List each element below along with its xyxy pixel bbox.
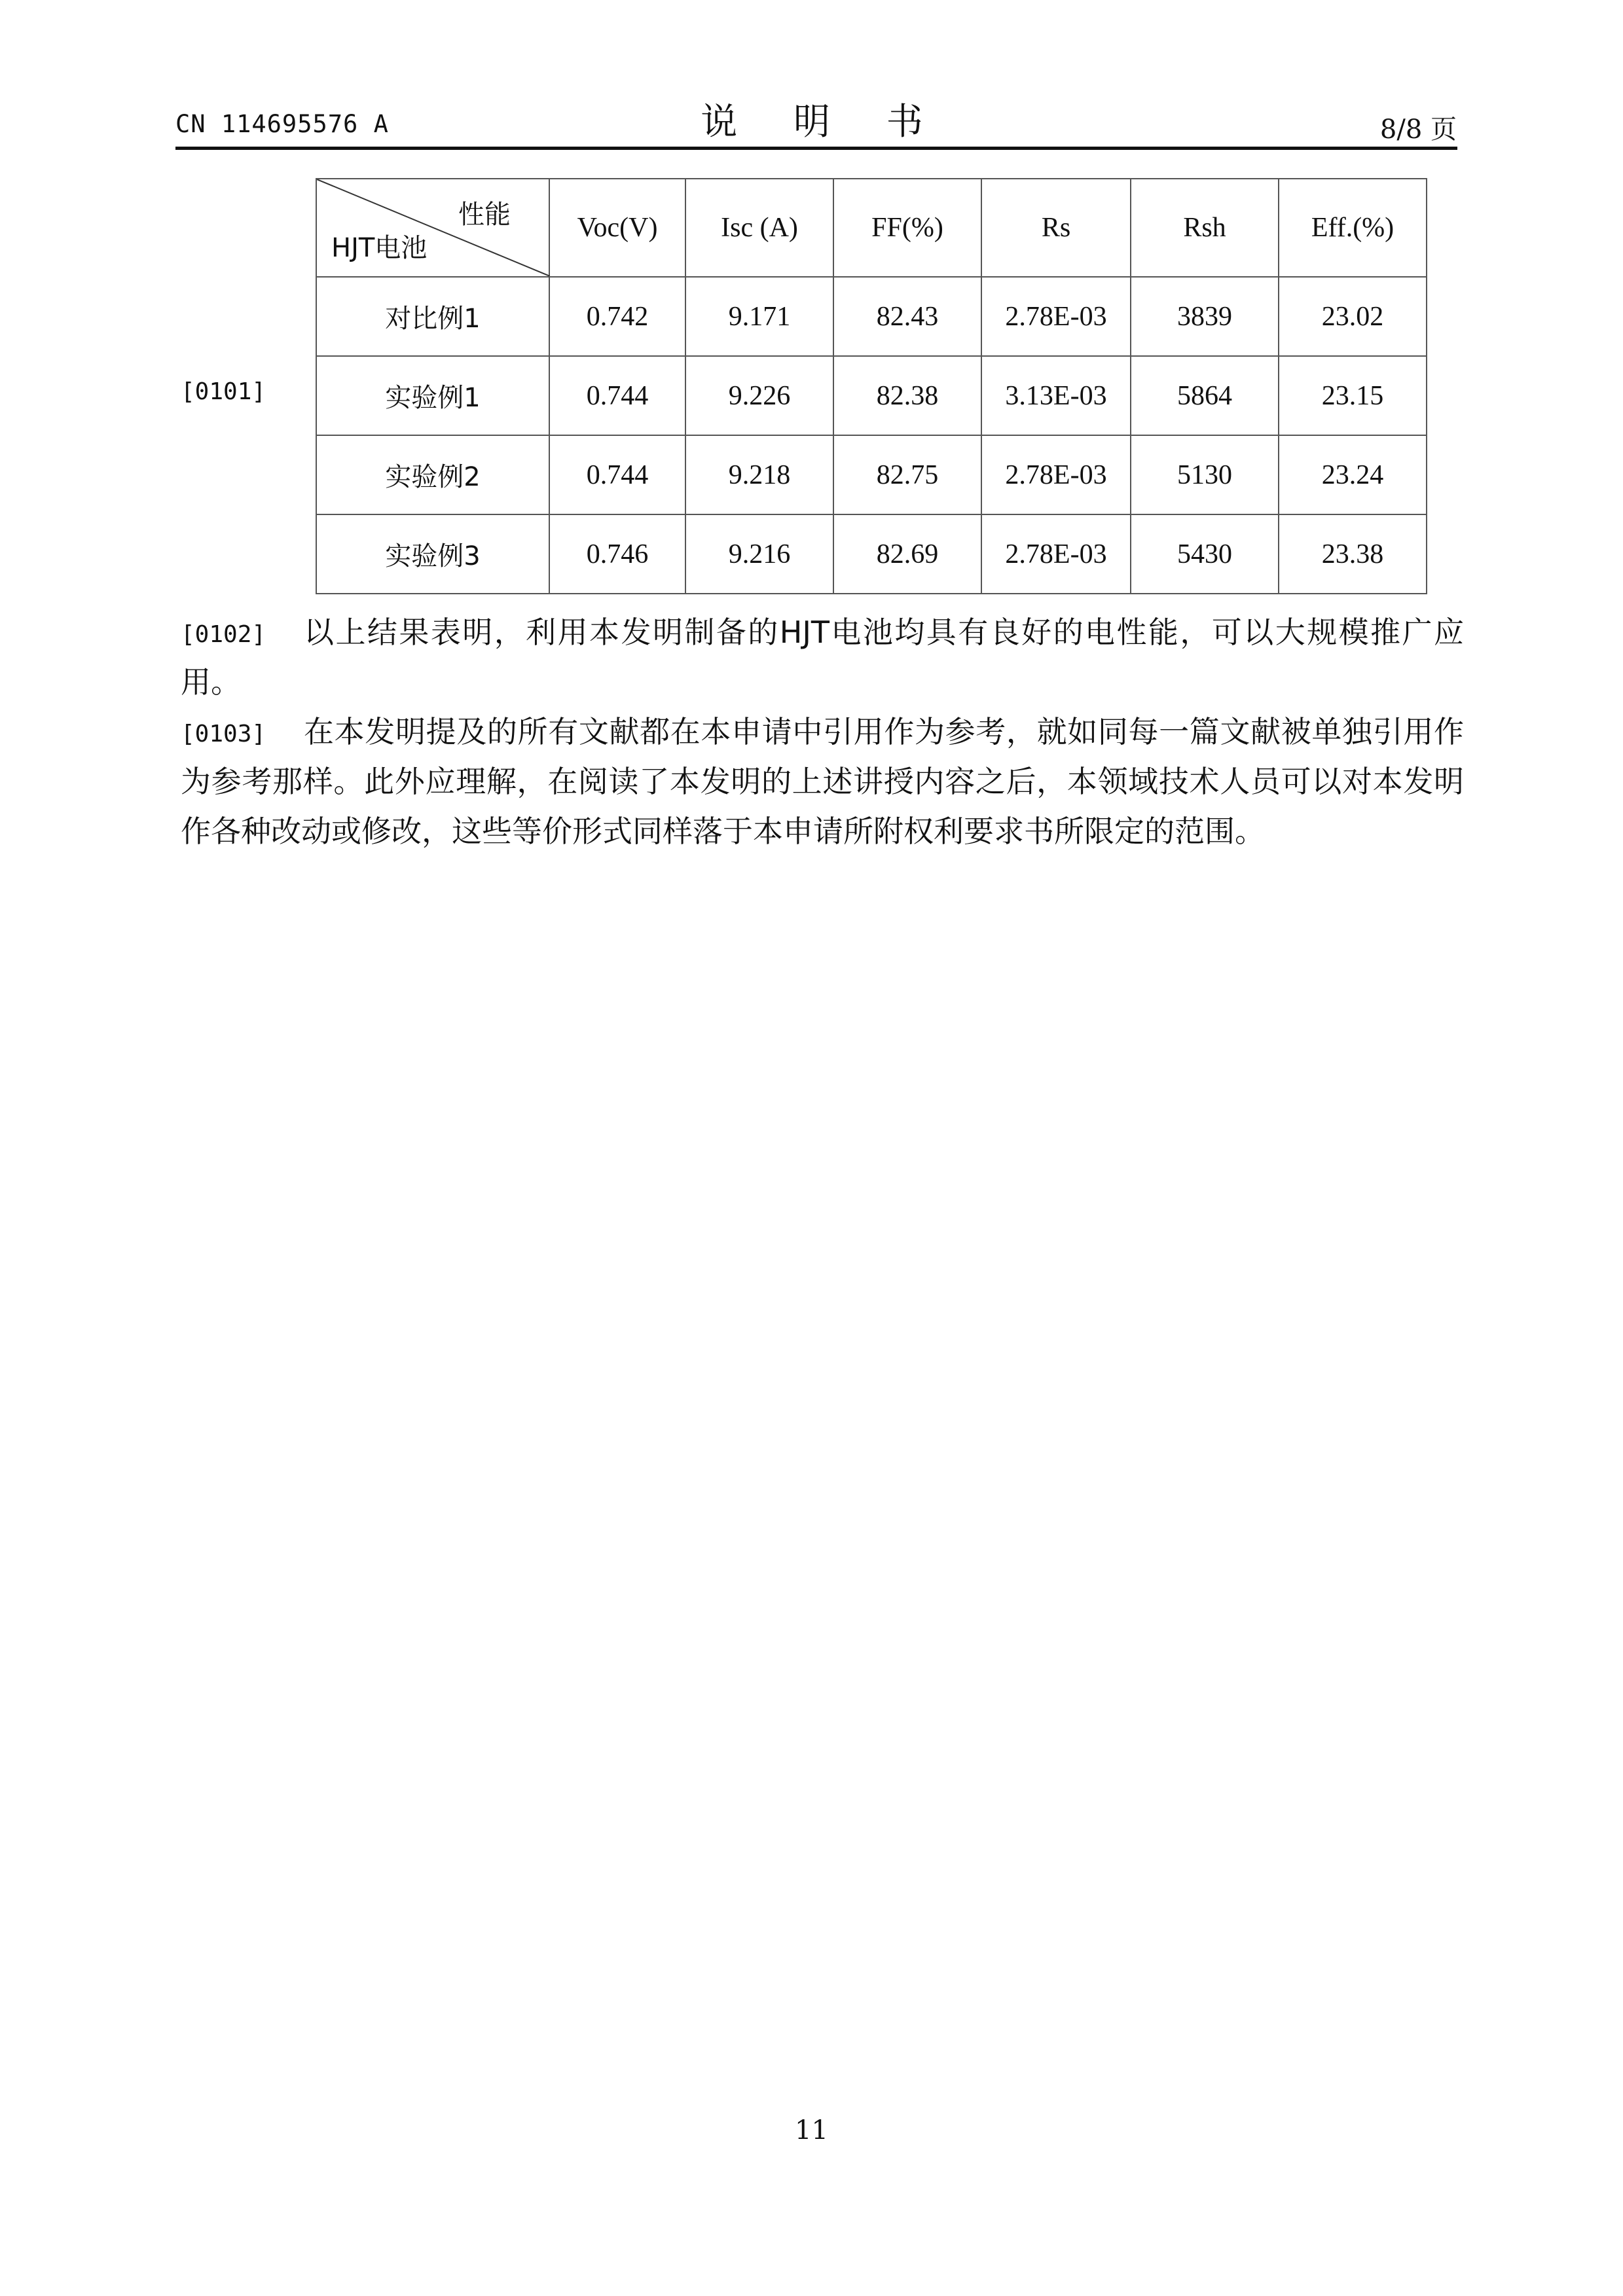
table-cell: 2.78E-03 — [981, 435, 1131, 514]
table-cell: 0.744 — [549, 356, 685, 435]
corner-label-cell-type: HJT电池 — [331, 233, 428, 263]
column-header: Eff.(%) — [1279, 179, 1427, 277]
paragraph-text: 以上结果表明，利用本发明制备的HJT电池均具有良好的电性能，可以大规模推广应用。 — [181, 615, 1464, 700]
table-header-row — [316, 179, 1427, 277]
row-label: 对比例1 — [316, 277, 549, 356]
table-cell: 23.38 — [1279, 514, 1427, 594]
performance-table — [316, 178, 1427, 594]
table-cell: 2.78E-03 — [981, 514, 1131, 594]
table-row — [316, 435, 1427, 514]
paragraph-number-0103: [0103] — [181, 721, 266, 747]
table-cell: 3839 — [1131, 277, 1279, 356]
page-indicator: 8/8 页 — [1379, 115, 1457, 145]
column-header: Isc (A) — [685, 179, 833, 277]
paragraph-text: 在本发明提及的所有文献都在本申请中引用作为参考，就如同每一篇文献被单独引用作为参考那样。此外应理解，在阅读了本发明的上述讲授内容之后，本领域技术人员可以对本发明作各种改动或修改，这些等价形式同样落于本申请所附权利要求书所限定的范围。 — [181, 714, 1464, 849]
patent-number: CN 114695576 A — [175, 110, 389, 138]
table-cell: 23.15 — [1279, 356, 1427, 435]
table-cell: 0.746 — [549, 514, 685, 594]
column-header: Voc(V) — [549, 179, 685, 277]
header-divider — [175, 147, 1457, 150]
paragraph-number-0101: [0101] — [181, 378, 266, 405]
table-corner-cell — [316, 179, 549, 277]
column-header: FF(%) — [833, 179, 981, 277]
table-row — [316, 356, 1427, 435]
column-header: Rsh — [1131, 179, 1279, 277]
table-cell: 0.744 — [549, 435, 685, 514]
paragraph-0102 — [181, 607, 1464, 707]
corner-label-properties: 性能 — [458, 200, 511, 230]
row-label: 实验例1 — [316, 356, 549, 435]
table-cell: 9.218 — [685, 435, 833, 514]
table-cell: 9.216 — [685, 514, 833, 594]
table-row — [316, 277, 1427, 356]
paragraph-0103 — [181, 707, 1464, 856]
table-cell: 0.742 — [549, 277, 685, 356]
page-title: 说 明 书 — [701, 101, 945, 143]
paragraph-number-0102: [0102] — [181, 621, 266, 648]
table-row — [316, 514, 1427, 594]
table-cell: 23.24 — [1279, 435, 1427, 514]
table-cell: 3.13E-03 — [981, 356, 1131, 435]
column-header: Rs — [981, 179, 1131, 277]
table-cell: 5864 — [1131, 356, 1279, 435]
table-cell: 82.69 — [833, 514, 981, 594]
table-cell: 82.38 — [833, 356, 981, 435]
table-cell: 2.78E-03 — [981, 277, 1131, 356]
table-cell: 9.171 — [685, 277, 833, 356]
row-label: 实验例2 — [316, 435, 549, 514]
table-cell: 9.226 — [685, 356, 833, 435]
table-cell: 82.75 — [833, 435, 981, 514]
table-cell: 82.43 — [833, 277, 981, 356]
row-label: 实验例3 — [316, 514, 549, 594]
table-cell: 23.02 — [1279, 277, 1427, 356]
page-number: 11 — [795, 2115, 828, 2145]
table-cell: 5130 — [1131, 435, 1279, 514]
table-cell: 5430 — [1131, 514, 1279, 594]
